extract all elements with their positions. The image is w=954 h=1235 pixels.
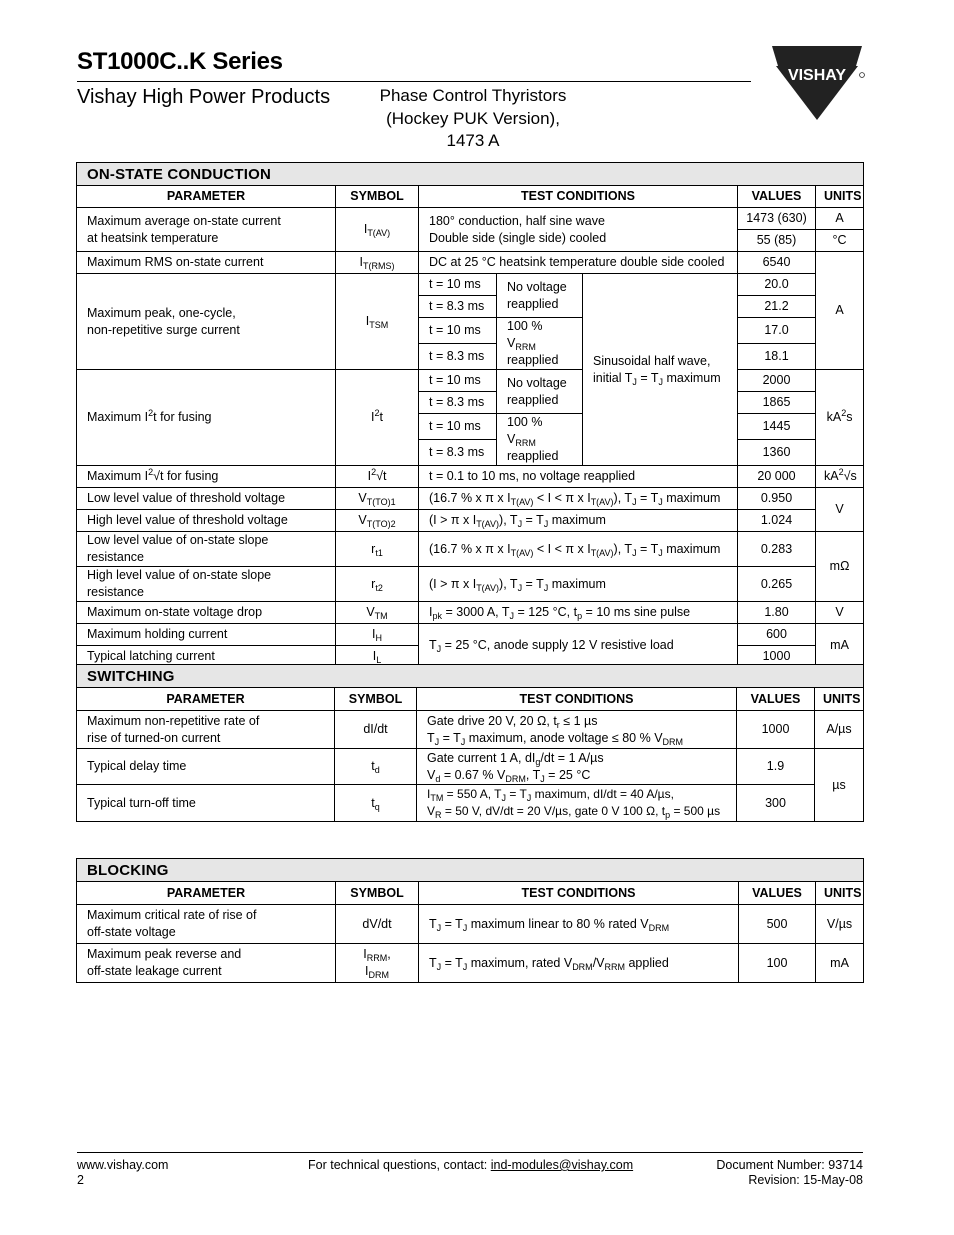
symbol-tq: $t_q$: [335, 785, 417, 822]
unit-ma: mA: [816, 944, 864, 983]
col-header-units: UNITS: [816, 186, 864, 208]
param-i2t: Maximum $I^2t$ for fusing: [77, 370, 336, 466]
value-itsm: 18.1: [738, 344, 816, 370]
vrrm-reapplied: 100 % $V_{RRM}$ reapplied: [497, 414, 583, 466]
value-itsm: 17.0: [738, 318, 816, 344]
value-vt-to2: 1.024: [738, 510, 816, 532]
unit-ma: mA: [816, 624, 864, 668]
document-number: Document Number: 93714: [716, 1158, 863, 1172]
time-8-3ms: t = 8.3 ms: [419, 344, 497, 370]
param-rt1: Low level value of on-state slope resistance: [77, 532, 336, 567]
value-dvdt: 500: [739, 905, 816, 944]
cond-rms-current: DC at 25 °C heatsink temperature double side cooled: [419, 252, 738, 274]
col-header-parameter: PARAMETER: [77, 186, 336, 208]
symbol-didt: dI/dt: [335, 711, 417, 749]
symbol-it-rms: $I_{T(RMS)}$: [336, 252, 419, 274]
param-vt-to1: Low level value of threshold voltage: [77, 488, 336, 510]
cond-low-level: (16.7 % x π x $I_{T(AV)} < I < \pi$ x $I_{T(AV)}$), $T_J = T_J$ maximum: [419, 488, 738, 510]
value-heatsink-temp: 55 (85): [738, 230, 816, 252]
cond-delay-time: Gate current 1 A, $dI_g/dt = 1$ A/µs $V_d = 0.67$ % $V_{DRM}$, $T_J = 25$ °C: [417, 749, 737, 785]
value-latching-current: 1000: [738, 646, 816, 668]
symbol-vt-to2: $V_{T(TO)2}$: [336, 510, 419, 532]
unit-v: V: [816, 488, 864, 532]
param-holding-current: Maximum holding current: [77, 624, 336, 646]
col-header-units: UNITS: [815, 688, 864, 711]
col-header-parameter: PARAMETER: [77, 688, 335, 711]
time-8-3ms: t = 8.3 ms: [419, 392, 497, 414]
value-avg-current: 1473 (630): [738, 208, 816, 230]
param-didt: Maximum non-repetitive rate of rise of turned-on current: [77, 711, 335, 749]
symbol-ih: $I_H$: [336, 624, 419, 646]
series-title: ST1000C..K Series: [77, 48, 283, 75]
time-8-3ms: t = 8.3 ms: [419, 296, 497, 318]
param-rt2: High level value of on-state slope resistance: [77, 567, 336, 602]
unit-a: A: [816, 252, 864, 370]
blocking-table: [76, 858, 864, 983]
symbol-i2sqrt-t: $I^2√t$: [336, 466, 419, 488]
switching-table: [76, 664, 864, 822]
cond-leakage-current: $T_J = T_J$ maximum, rated $V_{DRM}/V_{RRM}$ applied: [419, 944, 739, 983]
param-latching-current: Typical latching current: [77, 646, 336, 668]
col-header-units: UNITS: [816, 882, 864, 905]
time-8-3ms: t = 8.3 ms: [419, 440, 497, 466]
brand-subtitle: Vishay High Power Products: [77, 86, 331, 108]
header-rule: [77, 81, 751, 82]
param-avg-current: Maximum average on-state current at heatsink temperature: [77, 208, 336, 252]
time-10ms: t = 10 ms: [419, 414, 497, 440]
col-header-values: VALUES: [738, 186, 816, 208]
col-header-values: VALUES: [737, 688, 815, 711]
product-line: (Hockey PUK Version),: [386, 108, 560, 128]
symbol-vtm: $V_{TM}$: [336, 602, 419, 624]
value-leakage-current: 100: [739, 944, 816, 983]
col-header-parameter: PARAMETER: [77, 882, 336, 905]
revision: Revision: 15-May-08: [748, 1173, 863, 1187]
time-10ms: t = 10 ms: [419, 274, 497, 296]
col-header-values: VALUES: [739, 882, 816, 905]
cond-avg-current: 180° conduction, half sine wave Double side (single side) cooled: [419, 208, 738, 252]
symbol-itsm: $I_{TSM}$: [336, 274, 419, 370]
value-didt: 1000: [737, 711, 815, 749]
value-rms-current: 6540: [738, 252, 816, 274]
on-state-table: [76, 162, 864, 668]
symbol-il: $I_L$: [336, 646, 419, 668]
product-description: [362, 85, 584, 153]
cond-high-level: (I > π x $I_{T(AV)}$), $T_J = T_J$ maximum: [419, 510, 738, 532]
cond-vtm: $I_{pk} = 3000$ A, $T_J = 125$ °C, $t_p = 10$ ms sine pulse: [419, 602, 738, 624]
col-header-symbol: SYMBOL: [336, 882, 419, 905]
symbol-rt1: $r_{t1}$: [336, 532, 419, 567]
value-rt2: 0.265: [738, 567, 816, 602]
value-itsm: 20.0: [738, 274, 816, 296]
section-title: ON-STATE CONDUCTION: [77, 163, 864, 186]
value-vt-to1: 0.950: [738, 488, 816, 510]
footer-left: [77, 1158, 168, 1188]
unit-v-per-us: V/µs: [816, 905, 864, 944]
col-header-test-conditions: TEST CONDITIONS: [419, 882, 739, 905]
value-i2sqrt-t: 20 000: [738, 466, 816, 488]
unit-ka2-sqrt-s: $kA^2√s$: [816, 466, 864, 488]
value-i2t: 1865: [738, 392, 816, 414]
param-leakage-current: Maximum peak reverse and off-state leakage current: [77, 944, 336, 983]
symbol-vt-to1: $V_{T(TO)1}$: [336, 488, 419, 510]
col-header-test-conditions: TEST CONDITIONS: [419, 186, 738, 208]
cond-sinusoidal-half-wave: Sinusoidal half wave, initial $T_J = T_J$ maximum: [583, 274, 738, 466]
footer-contact: [308, 1158, 633, 1173]
value-i2t: 1360: [738, 440, 816, 466]
unit-us: µs: [815, 749, 864, 822]
cond-didt: Gate drive 20 V, 20 Ω, $t_r \le 1$ µs $T_J = T_J$ maximum, anode voltage ≤ 80 % $V_{DRM}$: [417, 711, 737, 749]
cond-low-level: (16.7 % x π x $I_{T(AV)} < I < \pi$ x $I_{T(AV)}$), $T_J = T_J$ maximum: [419, 532, 738, 567]
param-dvdt: Maximum critical rate of rise of off-state voltage: [77, 905, 336, 944]
cond-holding-latching: $T_J = 25$ °C, anode supply 12 V resistive load: [419, 624, 738, 668]
cond-turn-off-time: $I_{TM} = 550$ A, $T_J = T_J$ maximum, dI/dt = 40 A/µs, $V_R = 50$ V, dV/dt = 20 V/µs, gate 0 V 100 Ω, $t_p = 500$ µs: [417, 785, 737, 822]
time-10ms: t = 10 ms: [419, 370, 497, 392]
unit-a-per-us: A/µs: [815, 711, 864, 749]
col-header-symbol: SYMBOL: [335, 688, 417, 711]
page-number: 2: [77, 1173, 84, 1187]
vrrm-reapplied: 100 % $V_{RRM}$ reapplied: [497, 318, 583, 370]
value-holding-current: 600: [738, 624, 816, 646]
symbol-it-av: $I_{T(AV)}$: [336, 208, 419, 252]
value-vtm: 1.80: [738, 602, 816, 624]
value-rt1: 0.283: [738, 532, 816, 567]
value-delay-time: 1.9: [737, 749, 815, 785]
col-header-symbol: SYMBOL: [336, 186, 419, 208]
param-vt-to2: High level value of threshold voltage: [77, 510, 336, 532]
time-10ms: t = 10 ms: [419, 318, 497, 344]
footer-right: [600, 1158, 863, 1188]
col-header-test-conditions: TEST CONDITIONS: [417, 688, 737, 711]
unit-ka2s: $kA^2s$: [816, 370, 864, 466]
symbol-td: $t_d$: [335, 749, 417, 785]
value-turn-off-time: 300: [737, 785, 815, 822]
value-i2t: 1445: [738, 414, 816, 440]
no-voltage-reapplied: No voltage reapplied: [497, 370, 583, 414]
param-surge-current: Maximum peak, one-cycle, non-repetitive surge current: [77, 274, 336, 370]
param-i2sqrt-t: Maximum $I^2√t$ for fusing: [77, 466, 336, 488]
cond-dvdt: $T_J = T_J$ maximum linear to 80 % rated $V_{DRM}$: [419, 905, 739, 944]
param-vtm: Maximum on-state voltage drop: [77, 602, 336, 624]
unit-a: A: [816, 208, 864, 230]
product-line: 1473 A: [446, 131, 500, 150]
no-voltage-reapplied: No voltage reapplied: [497, 274, 583, 318]
contact-email-link[interactable]: ind-modules@vishay.com: [490, 1158, 634, 1172]
footer-rule: [77, 1152, 863, 1153]
unit-mohm: mΩ: [816, 532, 864, 602]
symbol-rt2: $r_{t2}$: [336, 567, 419, 602]
website-link[interactable]: www.vishay.com: [77, 1158, 169, 1172]
symbol-dvdt: dV/dt: [336, 905, 419, 944]
param-rms-current: Maximum RMS on-state current: [77, 252, 336, 274]
vishay-logo: [768, 44, 866, 122]
cond-high-level: (I > π x $I_{T(AV)}$), $T_J = T_J$ maximum: [419, 567, 738, 602]
param-turn-off-time: Typical turn-off time: [77, 785, 335, 822]
value-itsm: 21.2: [738, 296, 816, 318]
unit-v: V: [816, 602, 864, 624]
unit-degc: °C: [816, 230, 864, 252]
param-delay-time: Typical delay time: [77, 749, 335, 785]
contact-prefix: For technical questions, contact:: [308, 1158, 491, 1172]
section-title: BLOCKING: [77, 859, 864, 882]
section-title: SWITCHING: [77, 665, 864, 688]
product-line: Phase Control Thyristors: [379, 86, 567, 105]
value-i2t: 2000: [738, 370, 816, 392]
symbol-i2t: $I^2t$: [336, 370, 419, 466]
cond-i2sqrt-t: t = 0.1 to 10 ms, no voltage reapplied: [419, 466, 738, 488]
symbol-irrm-idrm: $I_{RRM}$, $I_{DRM}$: [336, 944, 419, 983]
logo-text: VISHAY: [787, 67, 847, 84]
